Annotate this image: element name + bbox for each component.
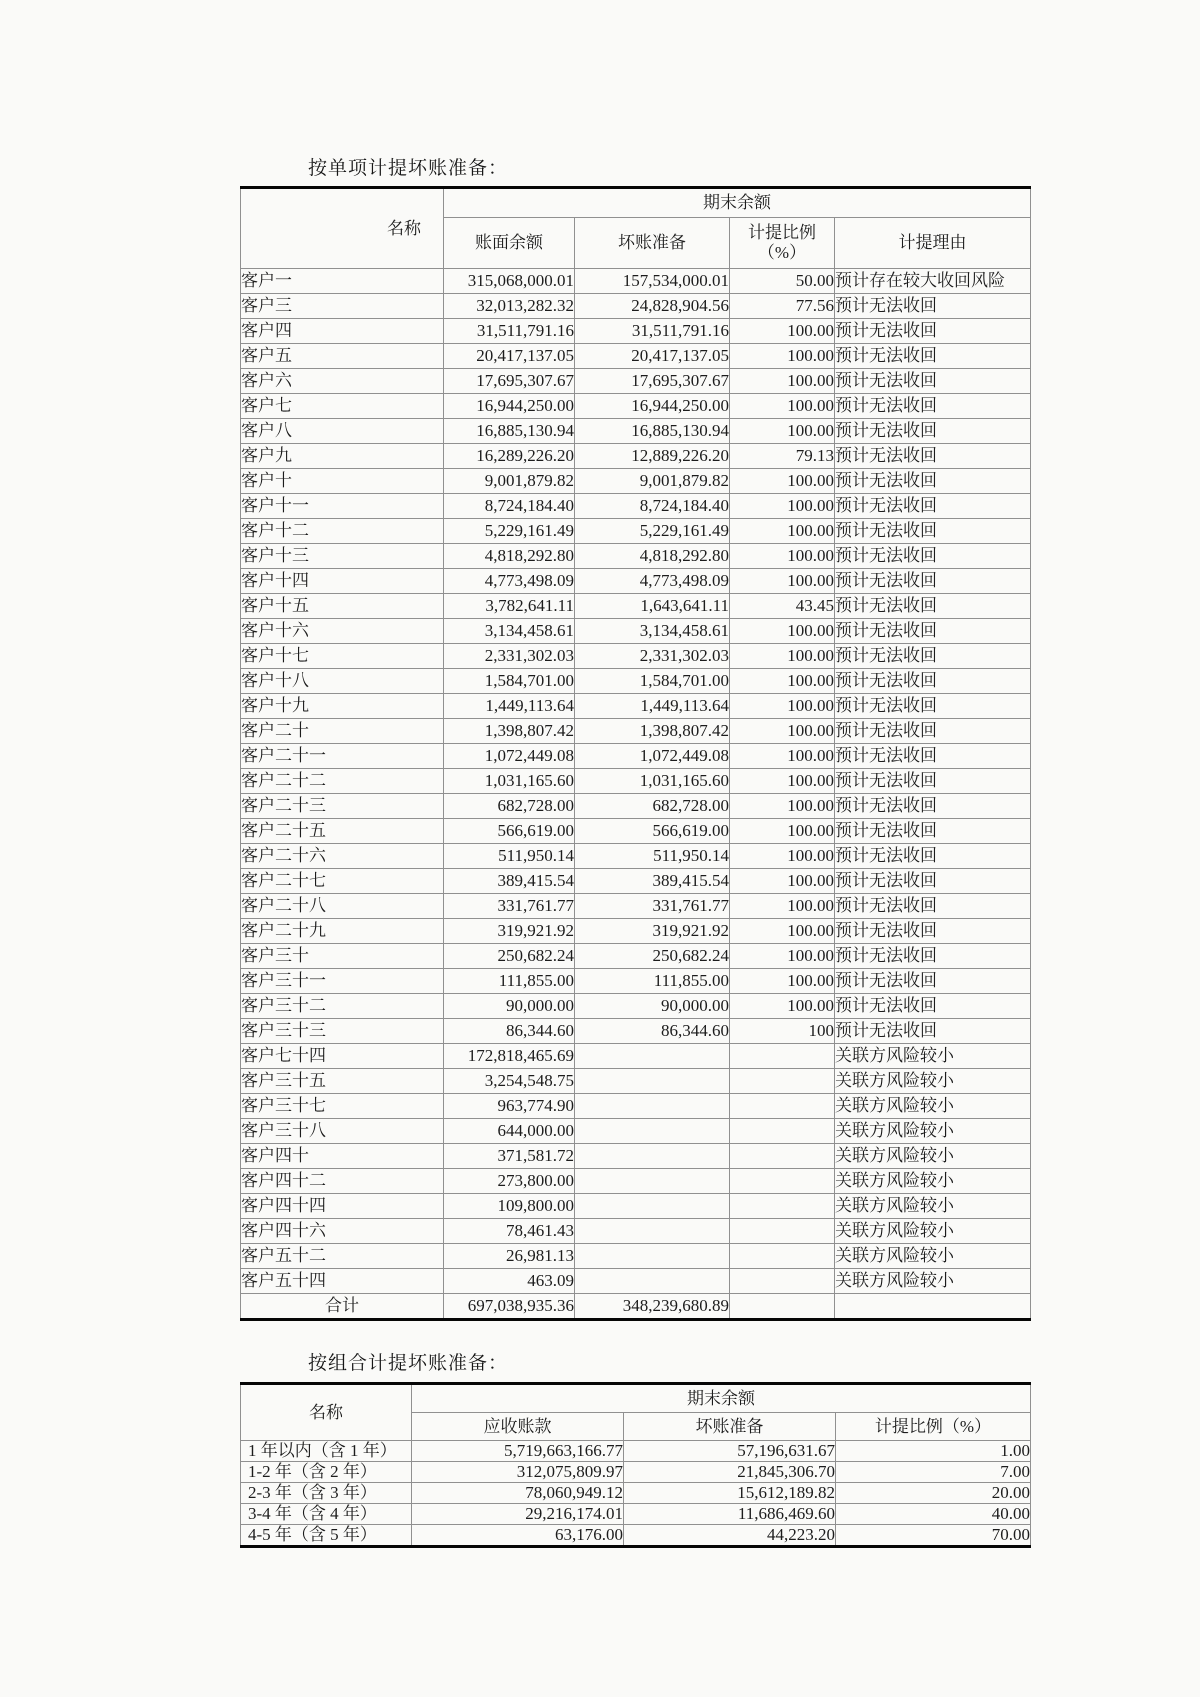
- cell-bad-debt-provision: 4,773,498.09: [575, 569, 730, 594]
- cell-provision-reason: 预计无法收回: [835, 569, 1031, 594]
- customer-row: [241, 1019, 1031, 1044]
- cell-bad-debt-provision: 5,229,161.49: [575, 519, 730, 544]
- header-provision-ratio: [730, 218, 835, 269]
- cell-book-balance: 389,415.54: [444, 869, 575, 894]
- cell-customer-name: 客户三十: [241, 944, 444, 969]
- customer-row: [241, 344, 1031, 369]
- cell-bad-debt-provision: 16,944,250.00: [575, 394, 730, 419]
- cell-receivable: 63,176.00: [412, 1525, 624, 1547]
- cell-provision-reason: 关联方风险较小: [835, 1119, 1031, 1144]
- cell-customer-name: 客户四十: [241, 1144, 444, 1169]
- cell-book-balance: 463.09: [444, 1269, 575, 1294]
- cell-book-balance: 16,944,250.00: [444, 394, 575, 419]
- cell-customer-name: 客户三十二: [241, 994, 444, 1019]
- cell-provision-ratio: 40.00: [836, 1504, 1031, 1525]
- cell-book-balance: 273,800.00: [444, 1169, 575, 1194]
- cell-customer-name: 客户三十三: [241, 1019, 444, 1044]
- cell-book-balance: 1,449,113.64: [444, 694, 575, 719]
- cell-provision-reason: 预计无法收回: [835, 494, 1031, 519]
- cell-provision-reason: 预计无法收回: [835, 869, 1031, 894]
- cell-customer-name: 客户二十五: [241, 819, 444, 844]
- cell-total-provision: 348,239,680.89: [575, 1294, 730, 1320]
- individual-table-total: [241, 1294, 1031, 1320]
- cell-book-balance: 3,134,458.61: [444, 619, 575, 644]
- cell-customer-name: 客户二十一: [241, 744, 444, 769]
- cell-provision-ratio: 100.00: [730, 744, 835, 769]
- cell-provision-ratio: 100.00: [730, 994, 835, 1019]
- customer-row: [241, 1044, 1031, 1069]
- cell-provision-reason: 预计无法收回: [835, 294, 1031, 319]
- cell-provision-reason: 预计无法收回: [835, 894, 1031, 919]
- cell-provision-reason: 预计无法收回: [835, 519, 1031, 544]
- cell-provision-reason: 预计无法收回: [835, 719, 1031, 744]
- cell-customer-name: 客户四十二: [241, 1169, 444, 1194]
- customer-row: [241, 1069, 1031, 1094]
- cell-book-balance: 172,818,465.69: [444, 1044, 575, 1069]
- cell-book-balance: 3,254,548.75: [444, 1069, 575, 1094]
- group-header-provision-ratio: 计提比例（%）: [836, 1413, 1031, 1441]
- cell-provision-ratio: 79.13: [730, 444, 835, 469]
- cell-book-balance: 371,581.72: [444, 1144, 575, 1169]
- cell-provision-reason: 预计无法收回: [835, 844, 1031, 869]
- cell-bad-debt-provision: 21,845,306.70: [624, 1462, 836, 1483]
- header-book-balance: 账面余额: [444, 218, 575, 269]
- group-header-period-end-balance: 期末余额: [412, 1384, 1031, 1413]
- group-provision-section-title: 按组合计提坏账准备：: [308, 1353, 509, 1374]
- customer-row: [241, 594, 1031, 619]
- cell-bad-debt-provision: 389,415.54: [575, 869, 730, 894]
- cell-provision-reason: 预计无法收回: [835, 644, 1031, 669]
- cell-bad-debt-provision: [575, 1069, 730, 1094]
- cell-provision-reason: 关联方风险较小: [835, 1144, 1031, 1169]
- customer-row: [241, 644, 1031, 669]
- cell-customer-name: 客户二十三: [241, 794, 444, 819]
- cell-book-balance: 78,461.43: [444, 1219, 575, 1244]
- cell-provision-reason: 预计无法收回: [835, 319, 1031, 344]
- cell-customer-name: 客户十九: [241, 694, 444, 719]
- cell-book-balance: 5,229,161.49: [444, 519, 575, 544]
- cell-provision-ratio: 100.00: [730, 944, 835, 969]
- cell-provision-ratio: 100.00: [730, 469, 835, 494]
- cell-provision-reason: 预计无法收回: [835, 394, 1031, 419]
- cell-aging-band: 3-4 年（含 4 年）: [241, 1504, 412, 1525]
- cell-book-balance: 566,619.00: [444, 819, 575, 844]
- cell-provision-ratio: [730, 1094, 835, 1119]
- cell-provision-ratio: 100.00: [730, 894, 835, 919]
- cell-provision-reason: 预计无法收回: [835, 1019, 1031, 1044]
- cell-bad-debt-provision: 1,643,641.11: [575, 594, 730, 619]
- cell-provision-reason: 预计无法收回: [835, 594, 1031, 619]
- cell-book-balance: 331,761.77: [444, 894, 575, 919]
- cell-provision-ratio: 100.00: [730, 494, 835, 519]
- cell-bad-debt-provision: 9,001,879.82: [575, 469, 730, 494]
- cell-provision-reason: 预计无法收回: [835, 369, 1031, 394]
- cell-book-balance: 31,511,791.16: [444, 319, 575, 344]
- aging-row: [241, 1441, 1031, 1462]
- cell-bad-debt-provision: 1,584,701.00: [575, 669, 730, 694]
- cell-bad-debt-provision: 319,921.92: [575, 919, 730, 944]
- cell-provision-reason: 预计无法收回: [835, 744, 1031, 769]
- cell-book-balance: 26,981.13: [444, 1244, 575, 1269]
- cell-customer-name: 客户三十八: [241, 1119, 444, 1144]
- cell-book-balance: 20,417,137.05: [444, 344, 575, 369]
- customer-row: [241, 1219, 1031, 1244]
- cell-provision-reason: 预计无法收回: [835, 769, 1031, 794]
- cell-book-balance: 4,818,292.80: [444, 544, 575, 569]
- cell-customer-name: 客户二十六: [241, 844, 444, 869]
- cell-book-balance: 319,921.92: [444, 919, 575, 944]
- customer-row: [241, 1094, 1031, 1119]
- cell-book-balance: 1,584,701.00: [444, 669, 575, 694]
- cell-provision-ratio: 100.00: [730, 694, 835, 719]
- cell-bad-debt-provision: 331,761.77: [575, 894, 730, 919]
- cell-total-ratio: [730, 1294, 835, 1320]
- customer-row: [241, 1194, 1031, 1219]
- cell-provision-ratio: 100.00: [730, 519, 835, 544]
- cell-customer-name: 客户十一: [241, 494, 444, 519]
- cell-book-balance: 315,068,000.01: [444, 269, 575, 294]
- cell-provision-reason: 预计存在较大收回风险: [835, 269, 1031, 294]
- cell-customer-name: 客户一: [241, 269, 444, 294]
- header-bad-debt-provision: 坏账准备: [575, 218, 730, 269]
- cell-provision-reason: 关联方风险较小: [835, 1219, 1031, 1244]
- customer-row: [241, 1119, 1031, 1144]
- cell-customer-name: 客户二十九: [241, 919, 444, 944]
- cell-book-balance: 9,001,879.82: [444, 469, 575, 494]
- cell-provision-ratio: 70.00: [836, 1525, 1031, 1547]
- cell-provision-reason: 关联方风险较小: [835, 1244, 1031, 1269]
- cell-customer-name: 客户二十七: [241, 869, 444, 894]
- cell-provision-ratio: [730, 1194, 835, 1219]
- cell-customer-name: 客户二十: [241, 719, 444, 744]
- customer-row: [241, 844, 1031, 869]
- cell-provision-reason: 预计无法收回: [835, 994, 1031, 1019]
- cell-customer-name: 客户四十六: [241, 1219, 444, 1244]
- cell-customer-name: 客户四: [241, 319, 444, 344]
- cell-provision-ratio: 7.00: [836, 1462, 1031, 1483]
- cell-book-balance: 2,331,302.03: [444, 644, 575, 669]
- header-name: 名称: [241, 188, 444, 269]
- customer-row: [241, 1144, 1031, 1169]
- cell-book-balance: 16,885,130.94: [444, 419, 575, 444]
- cell-provision-ratio: 100.00: [730, 819, 835, 844]
- cell-customer-name: 客户五十四: [241, 1269, 444, 1294]
- cell-bad-debt-provision: [575, 1194, 730, 1219]
- customer-row: [241, 394, 1031, 419]
- cell-total-book-balance: 697,038,935.36: [444, 1294, 575, 1320]
- header-provision-ratio-line2: （%）: [757, 243, 807, 262]
- customer-row: [241, 919, 1031, 944]
- customer-row: [241, 669, 1031, 694]
- cell-customer-name: 客户五: [241, 344, 444, 369]
- cell-bad-debt-provision: 86,344.60: [575, 1019, 730, 1044]
- cell-provision-ratio: 100.00: [730, 619, 835, 644]
- group-table-header: [241, 1384, 1031, 1441]
- customer-row: [241, 619, 1031, 644]
- cell-book-balance: 17,695,307.67: [444, 369, 575, 394]
- header-provision-reason: 计提理由: [835, 218, 1031, 269]
- cell-provision-reason: 关联方风险较小: [835, 1194, 1031, 1219]
- cell-bad-debt-provision: 250,682.24: [575, 944, 730, 969]
- cell-customer-name: 客户五十二: [241, 1244, 444, 1269]
- customer-row: [241, 944, 1031, 969]
- cell-customer-name: 客户二十二: [241, 769, 444, 794]
- cell-bad-debt-provision: [575, 1269, 730, 1294]
- cell-customer-name: 客户十: [241, 469, 444, 494]
- cell-provision-ratio: 100.00: [730, 794, 835, 819]
- cell-customer-name: 客户十三: [241, 544, 444, 569]
- cell-provision-ratio: 100: [730, 1019, 835, 1044]
- aging-row: [241, 1504, 1031, 1525]
- cell-customer-name: 客户三十五: [241, 1069, 444, 1094]
- cell-bad-debt-provision: 12,889,226.20: [575, 444, 730, 469]
- cell-customer-name: 客户三: [241, 294, 444, 319]
- cell-bad-debt-provision: [575, 1169, 730, 1194]
- cell-customer-name: 客户七: [241, 394, 444, 419]
- cell-customer-name: 客户六: [241, 369, 444, 394]
- cell-bad-debt-provision: [575, 1219, 730, 1244]
- cell-book-balance: 682,728.00: [444, 794, 575, 819]
- cell-provision-reason: 预计无法收回: [835, 669, 1031, 694]
- cell-bad-debt-provision: 31,511,791.16: [575, 319, 730, 344]
- cell-provision-ratio: [730, 1044, 835, 1069]
- cell-bad-debt-provision: 3,134,458.61: [575, 619, 730, 644]
- cell-provision-reason: 预计无法收回: [835, 694, 1031, 719]
- customer-row: [241, 794, 1031, 819]
- cell-provision-ratio: 50.00: [730, 269, 835, 294]
- cell-total-reason: [835, 1294, 1031, 1320]
- cell-bad-debt-provision: 157,534,000.01: [575, 269, 730, 294]
- cell-provision-reason: 关联方风险较小: [835, 1094, 1031, 1119]
- customer-row: [241, 419, 1031, 444]
- cell-bad-debt-provision: 682,728.00: [575, 794, 730, 819]
- cell-bad-debt-provision: 20,417,137.05: [575, 344, 730, 369]
- cell-book-balance: 1,072,449.08: [444, 744, 575, 769]
- group-header-receivable: 应收账款: [412, 1413, 624, 1441]
- customer-row: [241, 269, 1031, 294]
- customer-row: [241, 519, 1031, 544]
- cell-customer-name: 客户十六: [241, 619, 444, 644]
- cell-bad-debt-provision: 4,818,292.80: [575, 544, 730, 569]
- cell-provision-ratio: 100.00: [730, 769, 835, 794]
- cell-book-balance: 3,782,641.11: [444, 594, 575, 619]
- customer-row: [241, 694, 1031, 719]
- customer-row: [241, 869, 1031, 894]
- cell-receivable: 5,719,663,166.77: [412, 1441, 624, 1462]
- cell-provision-ratio: 100.00: [730, 544, 835, 569]
- customer-row: [241, 969, 1031, 994]
- cell-provision-reason: 预计无法收回: [835, 419, 1031, 444]
- cell-bad-debt-provision: 1,031,165.60: [575, 769, 730, 794]
- cell-provision-ratio: [730, 1069, 835, 1094]
- cell-aging-band: 4-5 年（含 5 年）: [241, 1525, 412, 1547]
- cell-provision-ratio: 100.00: [730, 719, 835, 744]
- cell-customer-name: 客户十七: [241, 644, 444, 669]
- cell-provision-reason: 预计无法收回: [835, 344, 1031, 369]
- cell-provision-reason: 预计无法收回: [835, 619, 1031, 644]
- cell-provision-reason: 预计无法收回: [835, 944, 1031, 969]
- cell-book-balance: 963,774.90: [444, 1094, 575, 1119]
- cell-provision-reason: 关联方风险较小: [835, 1044, 1031, 1069]
- cell-receivable: 312,075,809.97: [412, 1462, 624, 1483]
- header-provision-ratio-line1: 计提比例: [748, 223, 816, 243]
- cell-provision-reason: 预计无法收回: [835, 969, 1031, 994]
- cell-provision-ratio: 100.00: [730, 394, 835, 419]
- cell-bad-debt-provision: 1,072,449.08: [575, 744, 730, 769]
- cell-book-balance: 1,031,165.60: [444, 769, 575, 794]
- cell-bad-debt-provision: 11,686,469.60: [624, 1504, 836, 1525]
- cell-bad-debt-provision: [575, 1144, 730, 1169]
- cell-provision-ratio: 100.00: [730, 669, 835, 694]
- cell-provision-ratio: [730, 1169, 835, 1194]
- cell-customer-name: 客户二十八: [241, 894, 444, 919]
- cell-customer-name: 客户三十七: [241, 1094, 444, 1119]
- cell-customer-name: 客户七十四: [241, 1044, 444, 1069]
- customer-row: [241, 994, 1031, 1019]
- cell-book-balance: 111,855.00: [444, 969, 575, 994]
- aging-row: [241, 1525, 1031, 1547]
- cell-customer-name: 客户十八: [241, 669, 444, 694]
- cell-bad-debt-provision: 8,724,184.40: [575, 494, 730, 519]
- total-row: [241, 1294, 1031, 1320]
- cell-customer-name: 客户十二: [241, 519, 444, 544]
- cell-provision-reason: 预计无法收回: [835, 469, 1031, 494]
- customer-row: [241, 894, 1031, 919]
- cell-provision-ratio: 100.00: [730, 419, 835, 444]
- group-provision-table: [240, 1382, 1031, 1548]
- cell-bad-debt-provision: 566,619.00: [575, 819, 730, 844]
- cell-book-balance: 4,773,498.09: [444, 569, 575, 594]
- individual-table-body: [241, 269, 1031, 1294]
- cell-customer-name: 客户九: [241, 444, 444, 469]
- customer-row: [241, 294, 1031, 319]
- cell-provision-reason: 预计无法收回: [835, 819, 1031, 844]
- cell-provision-reason: 关联方风险较小: [835, 1269, 1031, 1294]
- customer-row: [241, 1244, 1031, 1269]
- customer-row: [241, 544, 1031, 569]
- cell-bad-debt-provision: 57,196,631.67: [624, 1441, 836, 1462]
- customer-row: [241, 1169, 1031, 1194]
- cell-provision-reason: 预计无法收回: [835, 444, 1031, 469]
- cell-customer-name: 客户十四: [241, 569, 444, 594]
- cell-book-balance: 32,013,282.32: [444, 294, 575, 319]
- cell-provision-ratio: [730, 1144, 835, 1169]
- aging-row: [241, 1462, 1031, 1483]
- cell-book-balance: 8,724,184.40: [444, 494, 575, 519]
- cell-bad-debt-provision: 15,612,189.82: [624, 1483, 836, 1504]
- cell-bad-debt-provision: 16,885,130.94: [575, 419, 730, 444]
- aging-row: [241, 1483, 1031, 1504]
- cell-provision-ratio: [730, 1244, 835, 1269]
- cell-provision-reason: 预计无法收回: [835, 919, 1031, 944]
- cell-provision-reason: 关联方风险较小: [835, 1069, 1031, 1094]
- customer-row: [241, 369, 1031, 394]
- cell-receivable: 78,060,949.12: [412, 1483, 624, 1504]
- customer-row: [241, 719, 1031, 744]
- cell-provision-ratio: [730, 1219, 835, 1244]
- cell-bad-debt-provision: [575, 1244, 730, 1269]
- cell-provision-ratio: 100.00: [730, 344, 835, 369]
- cell-customer-name: 客户四十四: [241, 1194, 444, 1219]
- cell-bad-debt-provision: [575, 1119, 730, 1144]
- individual-table-header: [241, 188, 1031, 269]
- cell-aging-band: 1 年以内（含 1 年）: [241, 1441, 412, 1462]
- cell-provision-ratio: 20.00: [836, 1483, 1031, 1504]
- group-table-body: [241, 1441, 1031, 1547]
- cell-book-balance: 86,344.60: [444, 1019, 575, 1044]
- cell-bad-debt-provision: 24,828,904.56: [575, 294, 730, 319]
- cell-customer-name: 客户十五: [241, 594, 444, 619]
- cell-provision-ratio: 100.00: [730, 369, 835, 394]
- header-period-end-balance: 期末余额: [444, 188, 1031, 218]
- customer-row: [241, 1269, 1031, 1294]
- cell-bad-debt-provision: [575, 1094, 730, 1119]
- cell-provision-ratio: 100.00: [730, 844, 835, 869]
- individual-provision-section-title: 按单项计提坏账准备：: [308, 158, 509, 179]
- customer-row: [241, 569, 1031, 594]
- group-header-bad-debt-provision: 坏账准备: [624, 1413, 836, 1441]
- cell-book-balance: 1,398,807.42: [444, 719, 575, 744]
- cell-book-balance: 511,950.14: [444, 844, 575, 869]
- cell-provision-ratio: 43.45: [730, 594, 835, 619]
- cell-bad-debt-provision: 511,950.14: [575, 844, 730, 869]
- customer-row: [241, 744, 1031, 769]
- cell-customer-name: 客户八: [241, 419, 444, 444]
- cell-bad-debt-provision: [575, 1044, 730, 1069]
- cell-book-balance: 16,289,226.20: [444, 444, 575, 469]
- customer-row: [241, 469, 1031, 494]
- cell-provision-ratio: 77.56: [730, 294, 835, 319]
- customer-row: [241, 819, 1031, 844]
- cell-book-balance: 644,000.00: [444, 1119, 575, 1144]
- cell-bad-debt-provision: 17,695,307.67: [575, 369, 730, 394]
- cell-provision-ratio: 100.00: [730, 319, 835, 344]
- cell-provision-ratio: 100.00: [730, 644, 835, 669]
- cell-book-balance: 90,000.00: [444, 994, 575, 1019]
- customer-row: [241, 444, 1031, 469]
- cell-bad-debt-provision: 90,000.00: [575, 994, 730, 1019]
- cell-provision-reason: 关联方风险较小: [835, 1169, 1031, 1194]
- cell-provision-ratio: [730, 1269, 835, 1294]
- cell-provision-ratio: 1.00: [836, 1441, 1031, 1462]
- cell-bad-debt-provision: 1,398,807.42: [575, 719, 730, 744]
- cell-bad-debt-provision: 1,449,113.64: [575, 694, 730, 719]
- cell-receivable: 29,216,174.01: [412, 1504, 624, 1525]
- cell-customer-name: 客户三十一: [241, 969, 444, 994]
- cell-book-balance: 250,682.24: [444, 944, 575, 969]
- cell-bad-debt-provision: 44,223.20: [624, 1525, 836, 1547]
- cell-provision-reason: 预计无法收回: [835, 544, 1031, 569]
- customer-row: [241, 769, 1031, 794]
- cell-provision-ratio: [730, 1119, 835, 1144]
- cell-provision-reason: 预计无法收回: [835, 794, 1031, 819]
- cell-aging-band: 1-2 年（含 2 年）: [241, 1462, 412, 1483]
- cell-aging-band: 2-3 年（含 3 年）: [241, 1483, 412, 1504]
- customer-row: [241, 494, 1031, 519]
- group-header-name: 名称: [241, 1384, 412, 1441]
- cell-provision-ratio: 100.00: [730, 569, 835, 594]
- cell-total-label: 合计: [241, 1294, 444, 1320]
- cell-bad-debt-provision: 2,331,302.03: [575, 644, 730, 669]
- individual-provision-table: [240, 186, 1031, 1321]
- cell-book-balance: 109,800.00: [444, 1194, 575, 1219]
- cell-provision-ratio: 100.00: [730, 969, 835, 994]
- customer-row: [241, 319, 1031, 344]
- cell-provision-ratio: 100.00: [730, 919, 835, 944]
- cell-provision-ratio: 100.00: [730, 869, 835, 894]
- cell-bad-debt-provision: 111,855.00: [575, 969, 730, 994]
